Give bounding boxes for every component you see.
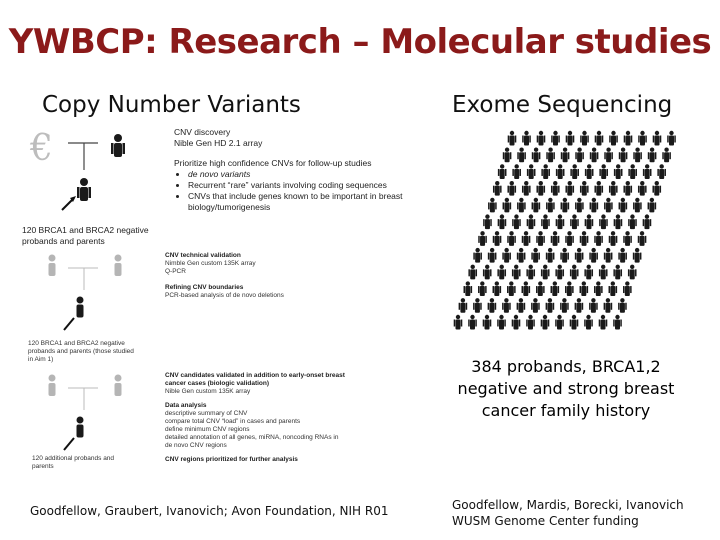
person-icon: [584, 315, 593, 330]
person-icon: [454, 315, 463, 330]
person-icon: [604, 198, 613, 213]
person-icon: [575, 298, 584, 313]
right-footer-line2: WUSM Genome Center funding: [452, 514, 639, 528]
person-icon: [531, 298, 540, 313]
person-icon: [556, 214, 565, 229]
bullet-item: • CNVs that include genes known to be important in breast biology/tumorigenesis: [188, 191, 434, 213]
person-icon: [531, 248, 540, 263]
person-icon: [532, 148, 541, 163]
exome-heading: Exome Sequencing: [452, 92, 673, 118]
person-icon: [502, 248, 511, 263]
person-icon: [580, 131, 589, 146]
prioritized-title: CNV regions prioritized for further analysis: [165, 456, 298, 463]
person-icon: [590, 198, 599, 213]
priority-list: [174, 169, 434, 213]
bullet-item: • Recurrent “rare” variants involving coding sequences: [188, 180, 434, 191]
person-icon: [580, 281, 589, 296]
person-icon: [653, 131, 662, 146]
person-icon: [628, 265, 637, 280]
person-icon: [507, 281, 516, 296]
person-icon: [541, 214, 550, 229]
person-icon: [599, 265, 608, 280]
person-icon: [497, 265, 506, 280]
person-icon: [595, 131, 604, 146]
person-icon: [590, 148, 599, 163]
person-icon: [459, 298, 468, 313]
person-icon: [599, 315, 608, 330]
tech-validation-title: CNV technical validation: [165, 252, 241, 259]
person-icon: [503, 198, 512, 213]
person-icon: [478, 231, 487, 246]
person-icon: [526, 315, 535, 330]
exome-caption: 384 probands, BRCA1,2 negative and strong breast cancer family history: [457, 357, 675, 420]
person-icon: [614, 164, 623, 179]
person-icon: [633, 198, 642, 213]
person-icon: [604, 148, 613, 163]
person-icon: [662, 148, 671, 163]
person-icon: [599, 214, 608, 229]
person-icon: [556, 164, 565, 179]
person-icon: [561, 198, 570, 213]
validated-title: CNV candidates validated in addition to early-onset breast cancer cases (biologic validation): [165, 372, 345, 387]
person-icon: [483, 315, 492, 330]
person-icon: [618, 298, 627, 313]
person-icon: [522, 131, 531, 146]
person-icon: [503, 148, 512, 163]
person-icon: [609, 131, 618, 146]
validated-line: Nible Gen custom 135K array: [165, 388, 251, 395]
person-icon: [488, 198, 497, 213]
person-icon: [536, 181, 545, 196]
person-icon: [623, 231, 632, 246]
person-icon: [512, 214, 521, 229]
person-icon: [619, 198, 628, 213]
person-icon: [585, 164, 594, 179]
person-icon: [560, 298, 569, 313]
person-icon: [594, 231, 603, 246]
person-icon: [512, 315, 521, 330]
person-icon: [565, 231, 574, 246]
person-icon: [657, 164, 666, 179]
person-icon: [493, 181, 502, 196]
person-icon: [604, 248, 613, 263]
prioritize-label: Prioritize high confidence CNVs for follow-up studies: [174, 158, 372, 168]
person-icon: [546, 248, 555, 263]
person-icon: [648, 148, 657, 163]
person-icon: [624, 131, 633, 146]
person-icon: [623, 281, 632, 296]
person-icon: [555, 265, 564, 280]
person-icon: [555, 315, 564, 330]
person-icon: [609, 181, 618, 196]
person-icon: [498, 164, 507, 179]
probands-label-2: 120 BRCA1 and BRCA2 negative probands and parents (those studied in Aim 1): [28, 340, 134, 363]
person-icon: [473, 248, 482, 263]
person-icon: [580, 181, 589, 196]
person-icon: [541, 315, 550, 330]
validation-block: [165, 372, 345, 464]
person-icon: [527, 164, 536, 179]
person-icon: [589, 248, 598, 263]
person-icon: [522, 181, 531, 196]
person-icon: [566, 131, 575, 146]
right-footer: [452, 497, 684, 529]
person-icon: [648, 198, 657, 213]
cnv-heading: Copy Number Variants: [42, 92, 301, 118]
person-icon: [570, 164, 579, 179]
person-icon: [609, 281, 618, 296]
cnv-discovery-block: [174, 127, 434, 213]
person-icon: [546, 148, 555, 163]
person-icon: [532, 198, 541, 213]
person-icon: [628, 214, 637, 229]
person-icon: [483, 214, 492, 229]
person-icon: [619, 148, 628, 163]
person-icon: [536, 231, 545, 246]
proband-figure-icon: [77, 178, 91, 201]
probands-label: 120 BRCA1 and BRCA2 negative probands and parents: [22, 225, 149, 246]
exome-figure-grid: [454, 131, 676, 330]
person-icon: [585, 214, 594, 229]
refining-line: PCR-based analysis of de novo deletions: [165, 292, 284, 299]
analysis-line: descriptive summary of CNV: [165, 410, 248, 417]
analysis-line: compare total CNV “load” in cases and parents: [165, 418, 301, 425]
additional-probands-label: 120 additional probands and parents: [32, 455, 115, 470]
analysis-line: define minimum CNV regions: [165, 426, 250, 433]
person-icon: [570, 214, 579, 229]
person-icon: [551, 231, 560, 246]
person-icon: [652, 181, 661, 196]
person-icon: [594, 281, 603, 296]
person-icon: [526, 265, 535, 280]
person-icon: [537, 131, 546, 146]
person-icon: [580, 231, 589, 246]
person-icon: [575, 248, 584, 263]
person-icon: [604, 298, 613, 313]
person-icon: [575, 148, 584, 163]
person-icon: [546, 198, 555, 213]
analysis-title: Data analysis: [165, 402, 207, 409]
person-icon: [498, 214, 507, 229]
person-icon: [488, 298, 497, 313]
proband-figure-icon-2: [77, 297, 84, 318]
tech-validation-line: Nimble Gen custom 135K array: [165, 260, 256, 267]
person-icon: [565, 281, 574, 296]
right-footer-line1: Goodfellow, Mardis, Borecki, Ivanovich: [452, 498, 684, 512]
person-icon: [565, 181, 574, 196]
person-icon: [493, 231, 502, 246]
person-icon: [507, 181, 516, 196]
array-label: Nible Gen HD 2.1 array: [174, 138, 263, 148]
person-icon: [493, 281, 502, 296]
faded-pedigree-2: [49, 375, 122, 397]
person-icon: [594, 181, 603, 196]
person-icon: [551, 281, 560, 296]
person-icon: [613, 265, 622, 280]
person-icon: [643, 214, 652, 229]
analysis-line: detailed annotation of all genes, miRNA, noncoding RNAs in de novo CNV regions: [165, 434, 339, 449]
person-icon: [497, 315, 506, 330]
person-icon: [561, 148, 570, 163]
person-icon: [468, 265, 477, 280]
euro-symbol: €: [30, 128, 53, 169]
refining-title: Refining CNV boundaries: [165, 284, 244, 291]
person-icon: [570, 265, 579, 280]
person-icon: [517, 248, 526, 263]
father-figure-icon: [111, 134, 125, 157]
person-icon: [483, 265, 492, 280]
tech-validation-block: [165, 252, 285, 300]
person-icon: [628, 164, 637, 179]
bullet-item: • de novo variants: [188, 169, 434, 180]
person-icon: [575, 198, 584, 213]
person-icon: [541, 164, 550, 179]
person-icon: [517, 298, 526, 313]
left-footer: Goodfellow, Graubert, Ivanovich; Avon Foundation, NIH R01: [30, 504, 389, 518]
cnv-discovery-label: CNV discovery: [174, 127, 231, 137]
person-icon: [522, 231, 531, 246]
person-icon: [502, 298, 511, 313]
tech-validation-line: Q-PCR: [165, 268, 186, 275]
person-icon: [478, 281, 487, 296]
person-icon: [517, 198, 526, 213]
person-icon: [473, 298, 482, 313]
person-icon: [512, 164, 521, 179]
person-icon: [541, 265, 550, 280]
person-icon: [560, 248, 569, 263]
person-icon: [464, 281, 473, 296]
slide-title: YWBCP: Research – Molecular studies: [8, 22, 712, 62]
person-icon: [546, 298, 555, 313]
person-icon: [551, 181, 560, 196]
person-icon: [638, 231, 647, 246]
person-icon: [488, 248, 497, 263]
person-icon: [536, 281, 545, 296]
person-icon: [618, 248, 627, 263]
person-icon: [527, 214, 536, 229]
faded-pedigree-1: [49, 255, 122, 277]
person-icon: [614, 214, 623, 229]
person-icon: [517, 148, 526, 163]
person-icon: [508, 131, 517, 146]
person-icon: [468, 315, 477, 330]
person-icon: [551, 131, 560, 146]
person-icon: [599, 164, 608, 179]
person-icon: [522, 281, 531, 296]
person-icon: [512, 265, 521, 280]
person-icon: [584, 265, 593, 280]
person-icon: [638, 131, 647, 146]
person-icon: [638, 181, 647, 196]
person-icon: [667, 131, 676, 146]
person-icon: [633, 248, 642, 263]
person-icon: [623, 181, 632, 196]
person-icon: [589, 298, 598, 313]
person-icon: [609, 231, 618, 246]
person-icon: [507, 231, 516, 246]
proband-figure-icon-3: [77, 417, 84, 438]
person-icon: [633, 148, 642, 163]
person-icon: [570, 315, 579, 330]
person-icon: [643, 164, 652, 179]
person-icon: [613, 315, 622, 330]
